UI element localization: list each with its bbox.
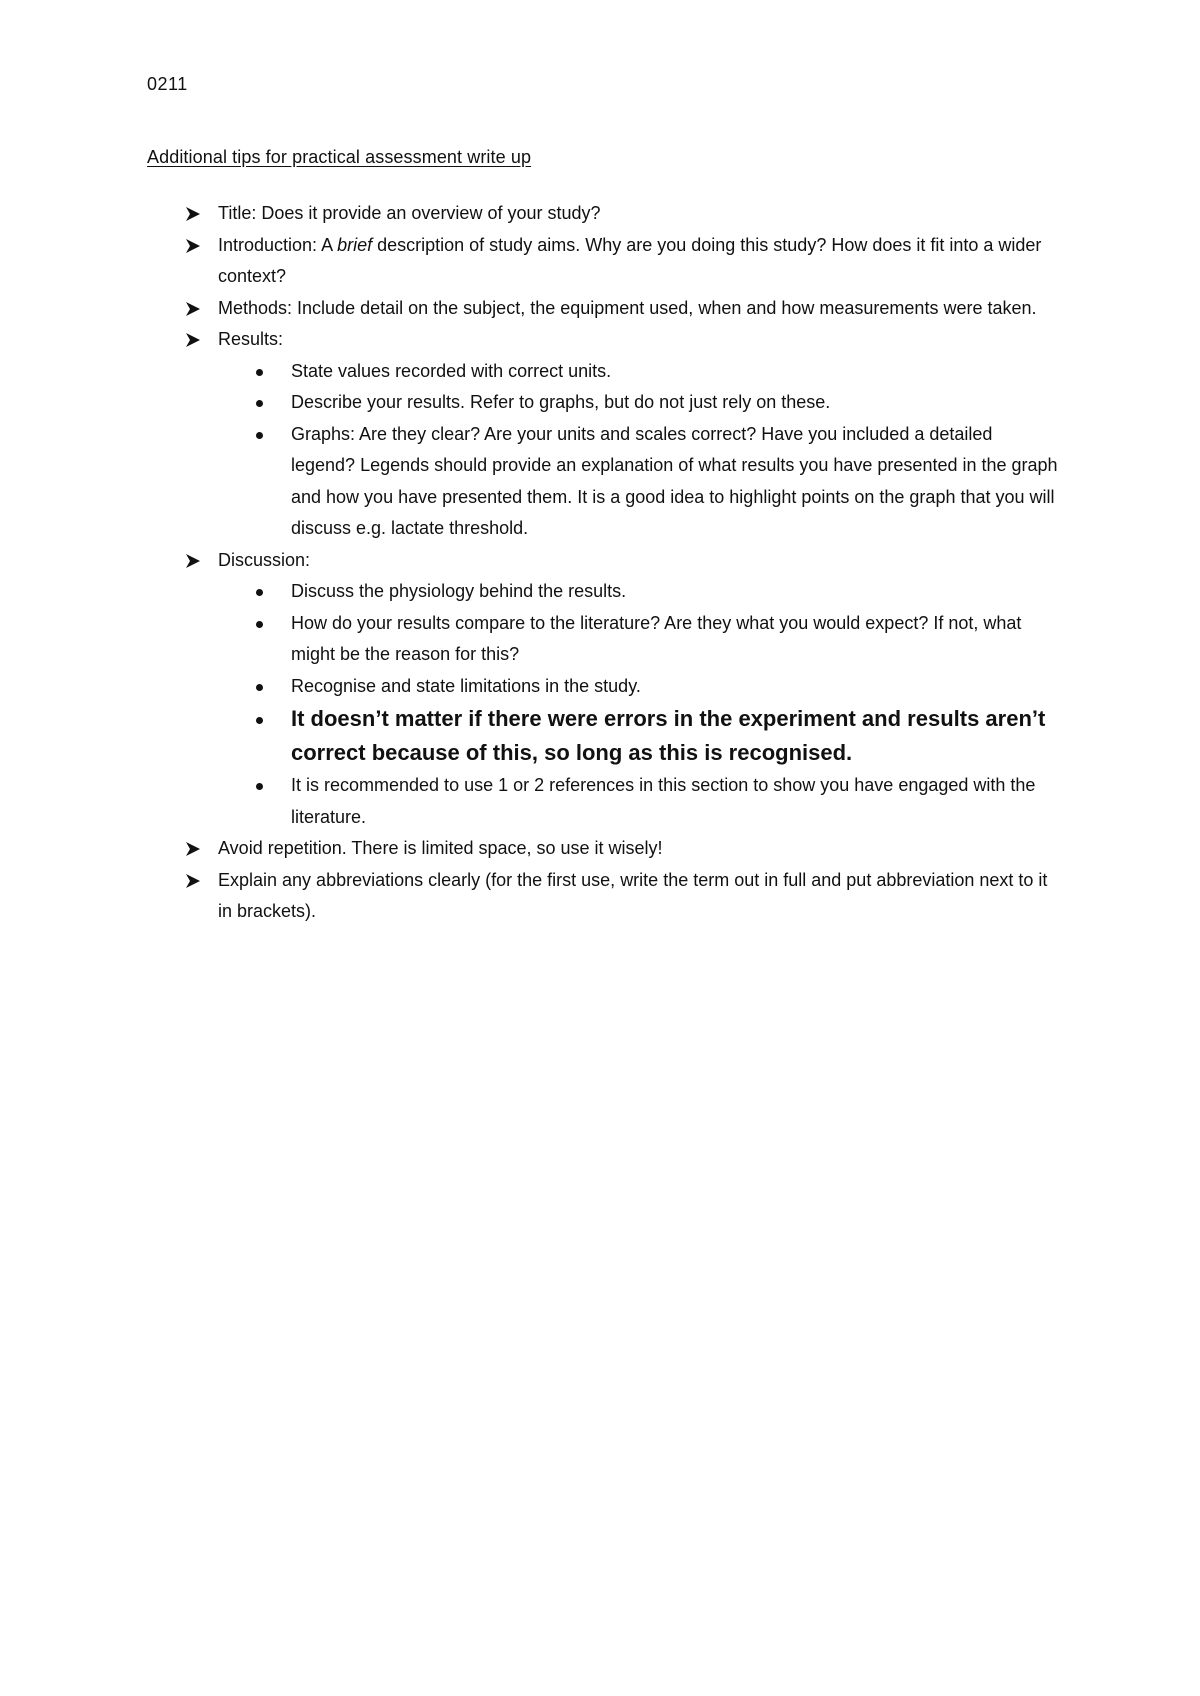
discussion-sublist: [218, 576, 1060, 833]
results-subitem: [218, 356, 1060, 388]
round-bullet-icon: [256, 783, 263, 790]
subitem-text: State values recorded with correct units.: [291, 360, 612, 381]
tip-text: Avoid repetition. There is limited space, so use it wisely!: [218, 838, 663, 858]
round-bullet-icon: [256, 717, 263, 724]
tip-methods: [0, 293, 1200, 325]
arrowhead-bullet-icon: [183, 324, 203, 355]
discussion-subitem: [218, 671, 1060, 703]
subitem-text: It is recommended to use 1 or 2 references in this section to show you have engaged with the literature.: [291, 775, 1036, 827]
tip-title: [0, 198, 1200, 230]
arrowhead-bullet-icon: [183, 293, 203, 324]
tips-list: [0, 198, 1200, 928]
arrowhead-bullet-icon: [183, 865, 203, 896]
tip-results: [0, 324, 1200, 545]
tip-repetition: [0, 833, 1200, 865]
discussion-subitem-emphasized: [218, 702, 1060, 770]
round-bullet-icon: [256, 684, 263, 691]
discussion-subitem: [218, 770, 1060, 833]
results-sublist: [218, 356, 1060, 545]
tip-text-continued: description of study aims. Why are you doing this study? How does it fit into a wider context?: [218, 234, 1042, 286]
subitem-text: It doesn’t matter if there were errors in the experiment and results aren’t correct because of this, so long as this is recognised.: [291, 706, 1046, 765]
subitem-text: Describe your results. Refer to graphs, but do not just rely on these.: [291, 392, 831, 412]
tip-text: Methods: Include detail on the subject, the equipment used, when and how measurements were taken.: [218, 297, 1037, 318]
arrowhead-bullet-icon: [183, 833, 203, 864]
results-subitem: [218, 419, 1060, 545]
document-title: Additional tips for practical assessment write up: [147, 147, 532, 167]
tip-text: Results:: [218, 329, 284, 349]
tip-emphasis: brief: [337, 234, 373, 255]
arrowhead-bullet-icon: [183, 545, 203, 576]
subitem-text: Graphs: Are they clear? Are your units and scales correct? Have you included a detailed legend? Legends should provide an explanation of what results you have presented in the graph and how you have presented them. It is a good idea to highlight points on the graph that you will discuss e.g. lactate threshold.: [291, 423, 1058, 538]
discussion-subitem: [218, 576, 1060, 608]
tip-discussion: [0, 545, 1200, 834]
tip-text: Explain any abbreviations clearly (for the first use, write the term out in full and put abbreviation next to it in brackets).: [218, 869, 1048, 921]
tip-text: Discussion:: [218, 549, 311, 570]
tip-text: Introduction: A: [218, 234, 338, 255]
subitem-text: Discuss the physiology behind the results.: [291, 581, 627, 601]
tip-introduction: [0, 230, 1200, 293]
round-bullet-icon: [256, 589, 263, 596]
results-subitem: [218, 387, 1060, 419]
subitem-text: How do your results compare to the literature? Are they what you would expect? If not, what might be the reason for this?: [291, 612, 1022, 664]
round-bullet-icon: [256, 621, 263, 628]
round-bullet-icon: [256, 400, 263, 407]
tip-text: Title: Does it provide an overview of your study?: [218, 203, 601, 223]
subitem-text: Recognise and state limitations in the study.: [291, 675, 641, 696]
discussion-subitem: [218, 608, 1060, 671]
document-code: 0211: [147, 74, 188, 94]
tip-abbreviations: [0, 865, 1200, 928]
round-bullet-icon: [256, 369, 263, 376]
arrowhead-bullet-icon: [183, 230, 203, 261]
arrowhead-bullet-icon: [183, 198, 203, 229]
round-bullet-icon: [256, 432, 263, 439]
